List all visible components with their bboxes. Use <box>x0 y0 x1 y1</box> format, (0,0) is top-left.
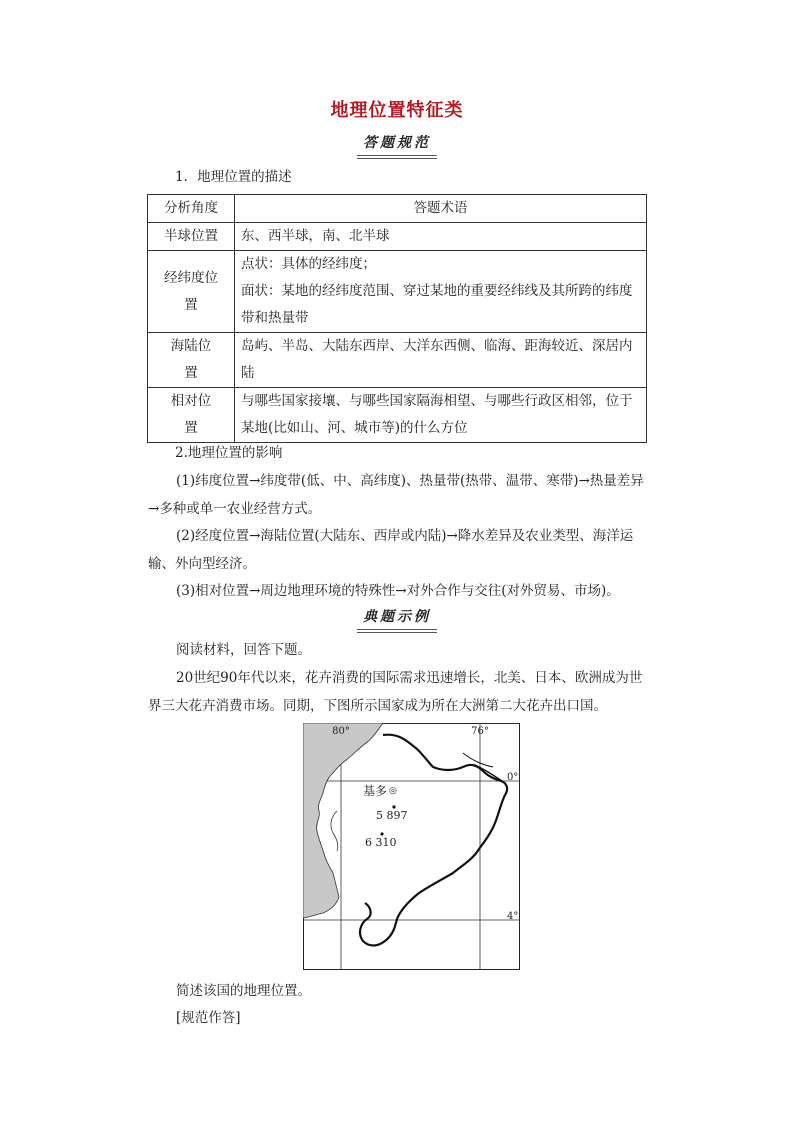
row-terms: 岛屿、半岛、大陆东西岸、大洋东西侧、临海、距海较近、深居内陆 <box>235 333 647 388</box>
terms-table <box>147 194 647 443</box>
row-terms: 东、西半球，南、北半球 <box>235 223 647 251</box>
row-angle: 半球位置 <box>148 223 235 251</box>
map-figure <box>303 723 520 970</box>
capital-symbol: ◎ <box>389 786 397 796</box>
peak-elevation-label: 5 897 <box>376 809 408 822</box>
label-lat-4: 4° <box>507 911 519 922</box>
row-angle: 相对位置 <box>148 388 235 443</box>
row-terms: 与哪些国家接壤、与哪些国家隔海相望、与哪些行政区相邻，位于某地(比如山、河、城市等)的什么方位 <box>235 388 647 443</box>
peak-elevation-label: 6 310 <box>365 836 397 849</box>
row-terms <box>235 251 647 333</box>
influence-item: (3)相对位置→周边地理环境的特殊性→对外合作与交往(对外贸易、市场)。 <box>176 583 620 599</box>
table-row <box>148 251 647 333</box>
table-row <box>148 388 647 443</box>
row-angle: 海陆位置 <box>148 333 235 388</box>
section-heading-norms-text: 答题规范 <box>357 132 437 159</box>
ecuador-map <box>303 723 520 970</box>
subheading-influence: 2.地理位置的影响 <box>175 445 283 461</box>
instruction: 阅读材料，回答下题。 <box>176 642 311 658</box>
capital-label: 基多 <box>363 784 388 798</box>
influence-item: (2)经度位置→海陆位置(大陆东、西岸或内陆)→降水差异及农业类型、海洋运输、外向型经济。 <box>148 528 634 572</box>
label-lat-0: 0° <box>507 772 519 783</box>
header-terms: 答题术语 <box>235 195 647 223</box>
influence-item: (1)纬度位置→纬度带(低、中、高纬度)、热量带(热带、温带、寒带)→热量差异→多种或单一农业经营方式。 <box>148 473 644 517</box>
section-heading-example <box>0 606 794 633</box>
page-title: 地理位置特征类 <box>330 100 464 121</box>
question: 简述该国的地理位置。 <box>176 983 311 999</box>
label-lon-76: 76° <box>471 726 489 737</box>
row-angle: 经纬度位置 <box>148 251 235 333</box>
row-terms-line: 点状：具体的经纬度； <box>241 256 376 272</box>
table-header-row <box>148 195 647 223</box>
section-heading-example-text: 典题示例 <box>357 606 437 633</box>
header-angle: 分析角度 <box>148 195 235 223</box>
row-terms-line: 面状：某地的经纬度范围、穿过某地的重要经纬线及其所跨的纬度带和热量带 <box>241 283 633 326</box>
table-row <box>148 333 647 388</box>
material-paragraph: 20世纪90年代以来，花卉消费的国际需求迅速增长，北美、日本、欧洲成为世界三大花卉消费市场。同期，下图所示国家成为所在大洲第二大花卉出口国。 <box>148 670 643 714</box>
subheading-description: 1．地理位置的描述 <box>175 169 292 185</box>
label-lon-80: 80° <box>332 726 350 737</box>
answer-label: [规范作答] <box>176 1010 241 1026</box>
section-heading-norms <box>0 132 794 159</box>
table-row <box>148 223 647 251</box>
